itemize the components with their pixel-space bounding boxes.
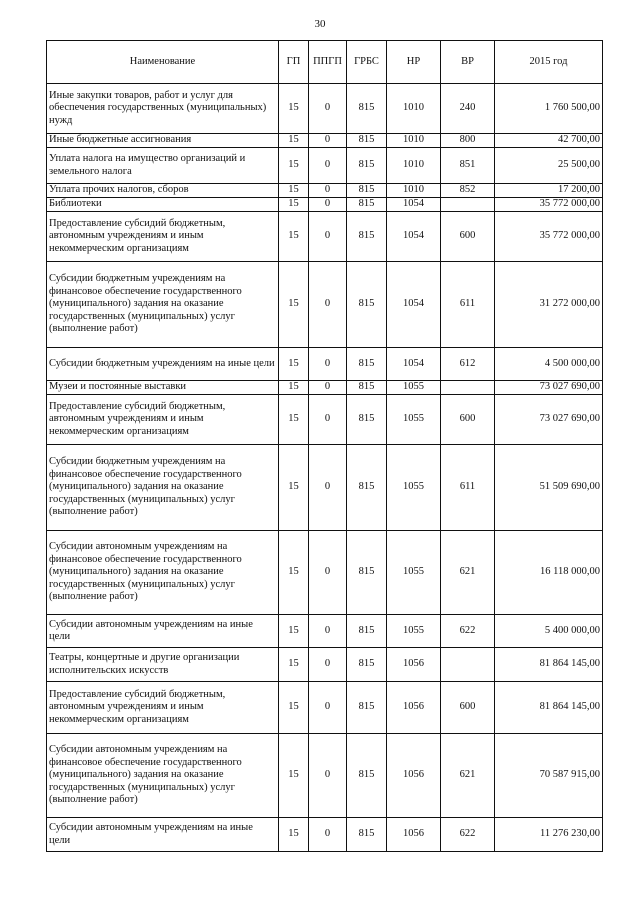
row-ppgp: 0 bbox=[309, 682, 347, 734]
row-name: Субсидии бюджетным учреждениям на финансовое обеспечение государственного (муниципального) задания на оказание государственных (муниципальных) услуг (выполнение работ) bbox=[47, 445, 279, 531]
row-amount: 73 027 690,00 bbox=[495, 381, 603, 395]
row-name: Предоставление субсидий бюджетным, автономным учреждениям и иным некоммерческим организациям bbox=[47, 212, 279, 262]
row-amount: 17 200,00 bbox=[495, 184, 603, 198]
row-nr: 1010 bbox=[387, 84, 441, 134]
row-gp: 15 bbox=[279, 734, 309, 818]
row-ppgp: 0 bbox=[309, 615, 347, 648]
row-ppgp: 0 bbox=[309, 648, 347, 682]
row-vr: 852 bbox=[441, 184, 495, 198]
table-row bbox=[47, 445, 603, 531]
row-gp: 15 bbox=[279, 198, 309, 212]
row-gp: 15 bbox=[279, 615, 309, 648]
row-amount: 4 500 000,00 bbox=[495, 348, 603, 381]
table-row bbox=[47, 84, 603, 134]
row-ppgp: 0 bbox=[309, 395, 347, 445]
row-nr: 1010 bbox=[387, 134, 441, 148]
row-nr: 1054 bbox=[387, 212, 441, 262]
row-gp: 15 bbox=[279, 395, 309, 445]
row-grbs: 815 bbox=[347, 198, 387, 212]
row-nr: 1056 bbox=[387, 734, 441, 818]
row-gp: 15 bbox=[279, 531, 309, 615]
col-header-nr: НР bbox=[387, 41, 441, 84]
row-vr: 611 bbox=[441, 262, 495, 348]
row-grbs: 815 bbox=[347, 682, 387, 734]
row-grbs: 815 bbox=[347, 84, 387, 134]
table-body bbox=[47, 84, 603, 852]
row-gp: 15 bbox=[279, 682, 309, 734]
table-row bbox=[47, 381, 603, 395]
table-row bbox=[47, 648, 603, 682]
row-gp: 15 bbox=[279, 134, 309, 148]
row-name: Субсидии автономным учреждениям на финансовое обеспечение государственного (муниципального) задания на оказание государственных (муниципальных) услуг (выполнение работ) bbox=[47, 734, 279, 818]
row-name: Иные закупки товаров, работ и услуг для обеспечения государственных (муниципальных) нужд bbox=[47, 84, 279, 134]
row-gp: 15 bbox=[279, 818, 309, 852]
table-row bbox=[47, 198, 603, 212]
table-row bbox=[47, 148, 603, 184]
row-vr: 621 bbox=[441, 734, 495, 818]
row-vr bbox=[441, 198, 495, 212]
table-row bbox=[47, 184, 603, 198]
row-amount: 35 772 000,00 bbox=[495, 198, 603, 212]
row-vr: 600 bbox=[441, 212, 495, 262]
row-grbs: 815 bbox=[347, 134, 387, 148]
row-gp: 15 bbox=[279, 445, 309, 531]
row-vr: 600 bbox=[441, 682, 495, 734]
row-grbs: 815 bbox=[347, 445, 387, 531]
row-nr: 1054 bbox=[387, 348, 441, 381]
row-nr: 1056 bbox=[387, 818, 441, 852]
row-amount: 73 027 690,00 bbox=[495, 395, 603, 445]
row-ppgp: 0 bbox=[309, 148, 347, 184]
row-gp: 15 bbox=[279, 648, 309, 682]
row-nr: 1055 bbox=[387, 531, 441, 615]
row-name: Музеи и постоянные выставки bbox=[47, 381, 279, 395]
row-amount: 25 500,00 bbox=[495, 148, 603, 184]
row-gp: 15 bbox=[279, 348, 309, 381]
row-vr bbox=[441, 381, 495, 395]
budget-table bbox=[46, 40, 603, 852]
table-row bbox=[47, 531, 603, 615]
row-grbs: 815 bbox=[347, 395, 387, 445]
row-gp: 15 bbox=[279, 184, 309, 198]
row-nr: 1055 bbox=[387, 381, 441, 395]
row-ppgp: 0 bbox=[309, 381, 347, 395]
table-row bbox=[47, 348, 603, 381]
row-nr: 1055 bbox=[387, 615, 441, 648]
row-grbs: 815 bbox=[347, 348, 387, 381]
row-grbs: 815 bbox=[347, 734, 387, 818]
row-amount: 81 864 145,00 bbox=[495, 682, 603, 734]
row-ppgp: 0 bbox=[309, 134, 347, 148]
row-vr: 851 bbox=[441, 148, 495, 184]
row-vr: 612 bbox=[441, 348, 495, 381]
row-name: Уплата прочих налогов, сборов bbox=[47, 184, 279, 198]
row-nr: 1056 bbox=[387, 682, 441, 734]
row-name: Субсидии автономным учреждениям на иные цели bbox=[47, 615, 279, 648]
row-amount: 51 509 690,00 bbox=[495, 445, 603, 531]
row-grbs: 815 bbox=[347, 531, 387, 615]
row-grbs: 815 bbox=[347, 615, 387, 648]
row-grbs: 815 bbox=[347, 648, 387, 682]
row-gp: 15 bbox=[279, 84, 309, 134]
table-row bbox=[47, 818, 603, 852]
col-header-grbs: ГРБС bbox=[347, 41, 387, 84]
row-gp: 15 bbox=[279, 148, 309, 184]
row-nr: 1055 bbox=[387, 445, 441, 531]
row-grbs: 815 bbox=[347, 148, 387, 184]
row-vr: 622 bbox=[441, 818, 495, 852]
table-row bbox=[47, 395, 603, 445]
row-amount: 1 760 500,00 bbox=[495, 84, 603, 134]
col-header-vr: ВР bbox=[441, 41, 495, 84]
row-name: Уплата налога на имущество организаций и земельного налога bbox=[47, 148, 279, 184]
row-nr: 1056 bbox=[387, 648, 441, 682]
row-name: Библиотеки bbox=[47, 198, 279, 212]
row-ppgp: 0 bbox=[309, 818, 347, 852]
row-vr: 621 bbox=[441, 531, 495, 615]
col-header-gp: ГП bbox=[279, 41, 309, 84]
row-nr: 1054 bbox=[387, 198, 441, 212]
row-ppgp: 0 bbox=[309, 84, 347, 134]
row-name: Иные бюджетные ассигнования bbox=[47, 134, 279, 148]
row-ppgp: 0 bbox=[309, 445, 347, 531]
row-amount: 81 864 145,00 bbox=[495, 648, 603, 682]
header-row bbox=[47, 41, 603, 84]
row-name: Предоставление субсидий бюджетным, автономным учреждениям и иным некоммерческим организациям bbox=[47, 395, 279, 445]
row-name: Субсидии автономным учреждениям на финансовое обеспечение государственного (муниципального) задания на оказание государственных (муниципальных) услуг (выполнение работ) bbox=[47, 531, 279, 615]
row-amount: 35 772 000,00 bbox=[495, 212, 603, 262]
table-row bbox=[47, 134, 603, 148]
row-vr: 800 bbox=[441, 134, 495, 148]
row-nr: 1054 bbox=[387, 262, 441, 348]
row-ppgp: 0 bbox=[309, 734, 347, 818]
row-nr: 1055 bbox=[387, 395, 441, 445]
row-vr: 622 bbox=[441, 615, 495, 648]
col-header-year: 2015 год bbox=[495, 41, 603, 84]
row-vr: 611 bbox=[441, 445, 495, 531]
row-name: Субсидии бюджетным учреждениям на иные цели bbox=[47, 348, 279, 381]
table-row bbox=[47, 262, 603, 348]
table-header bbox=[47, 41, 603, 84]
row-amount: 16 118 000,00 bbox=[495, 531, 603, 615]
row-nr: 1010 bbox=[387, 184, 441, 198]
row-grbs: 815 bbox=[347, 212, 387, 262]
table-row bbox=[47, 682, 603, 734]
col-header-ppgp: ППГП bbox=[309, 41, 347, 84]
row-amount: 11 276 230,00 bbox=[495, 818, 603, 852]
row-grbs: 815 bbox=[347, 381, 387, 395]
row-ppgp: 0 bbox=[309, 184, 347, 198]
table-row bbox=[47, 615, 603, 648]
row-amount: 31 272 000,00 bbox=[495, 262, 603, 348]
row-gp: 15 bbox=[279, 262, 309, 348]
row-amount: 5 400 000,00 bbox=[495, 615, 603, 648]
row-name: Театры, концертные и другие организации исполнительских искусств bbox=[47, 648, 279, 682]
row-vr bbox=[441, 648, 495, 682]
row-name: Субсидии бюджетным учреждениям на финансовое обеспечение государственного (муниципального) задания на оказание государственных (муниципальных) услуг (выполнение работ) bbox=[47, 262, 279, 348]
row-amount: 70 587 915,00 bbox=[495, 734, 603, 818]
row-gp: 15 bbox=[279, 381, 309, 395]
row-ppgp: 0 bbox=[309, 531, 347, 615]
row-amount: 42 700,00 bbox=[495, 134, 603, 148]
row-ppgp: 0 bbox=[309, 348, 347, 381]
row-grbs: 815 bbox=[347, 262, 387, 348]
row-gp: 15 bbox=[279, 212, 309, 262]
row-name: Субсидии автономным учреждениям на иные цели bbox=[47, 818, 279, 852]
col-header-name: Наименование bbox=[47, 41, 279, 84]
row-vr: 600 bbox=[441, 395, 495, 445]
row-grbs: 815 bbox=[347, 184, 387, 198]
row-vr: 240 bbox=[441, 84, 495, 134]
table-row bbox=[47, 734, 603, 818]
row-ppgp: 0 bbox=[309, 198, 347, 212]
table-row bbox=[47, 212, 603, 262]
row-nr: 1010 bbox=[387, 148, 441, 184]
row-grbs: 815 bbox=[347, 818, 387, 852]
row-name: Предоставление субсидий бюджетным, автономным учреждениям и иным некоммерческим организациям bbox=[47, 682, 279, 734]
page-number: 30 bbox=[314, 18, 326, 30]
row-ppgp: 0 bbox=[309, 262, 347, 348]
row-ppgp: 0 bbox=[309, 212, 347, 262]
